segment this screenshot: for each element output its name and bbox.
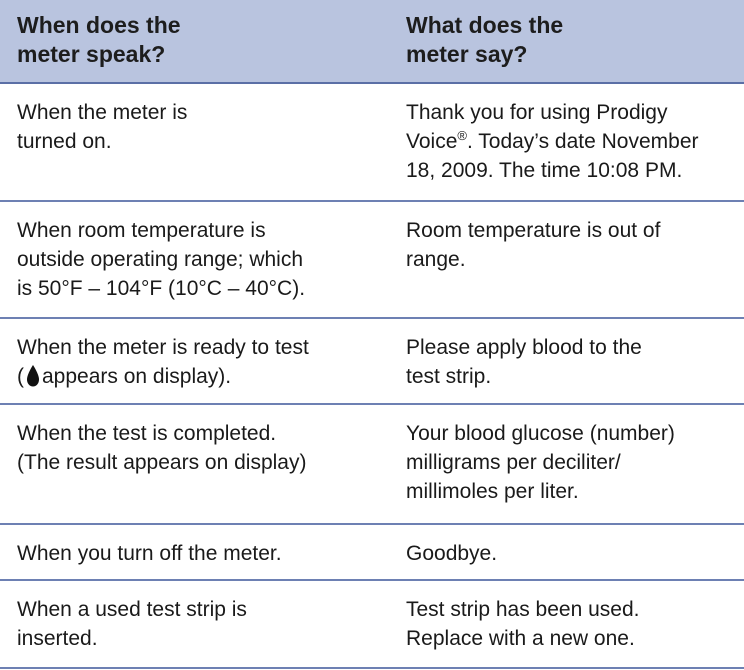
say-text-part: . Today’s date November 18, 2009. The time 10:08 PM. xyxy=(406,130,699,182)
when-text-part: When the meter is ready to test ( xyxy=(17,336,309,388)
when-cell: When room temperature is outside operating range; which is 50°F – 104°F (10°C – 40°C). xyxy=(17,219,306,300)
say-cell: Room temperature is out of range. xyxy=(406,219,661,271)
table-header xyxy=(0,0,744,84)
table-row xyxy=(0,525,744,581)
registered-mark: ® xyxy=(457,128,467,143)
header-what-meter-says: What does the meter say? xyxy=(406,12,564,67)
when-cell xyxy=(0,319,390,403)
when-cell: When the meter is turned on. xyxy=(17,101,188,153)
say-cell: Your blood glucose (number) milligrams per deciliter/ millimoles per liter. xyxy=(406,422,675,503)
when-cell: When you turn off the meter. xyxy=(17,542,282,565)
blood-drop-icon xyxy=(26,365,40,387)
say-text-part: Thank you for using Prodigy Voice xyxy=(406,101,668,153)
when-text-part: appears on display). xyxy=(42,365,232,388)
say-cell: Goodbye. xyxy=(406,542,498,565)
header-when-meter-speaks: When does the meter speak? xyxy=(17,12,181,67)
table-row xyxy=(0,84,744,202)
say-cell: Please apply blood to the test strip. xyxy=(406,336,642,388)
say-cell xyxy=(390,84,744,200)
when-cell: When the test is completed. (The result appears on display) xyxy=(17,422,307,474)
table-row xyxy=(0,202,744,319)
table-row xyxy=(0,581,744,669)
when-cell: When a used test strip is inserted. xyxy=(17,598,247,650)
table-row xyxy=(0,319,744,405)
say-cell: Test strip has been used. Replace with a new one. xyxy=(406,598,640,650)
table-row xyxy=(0,405,744,525)
